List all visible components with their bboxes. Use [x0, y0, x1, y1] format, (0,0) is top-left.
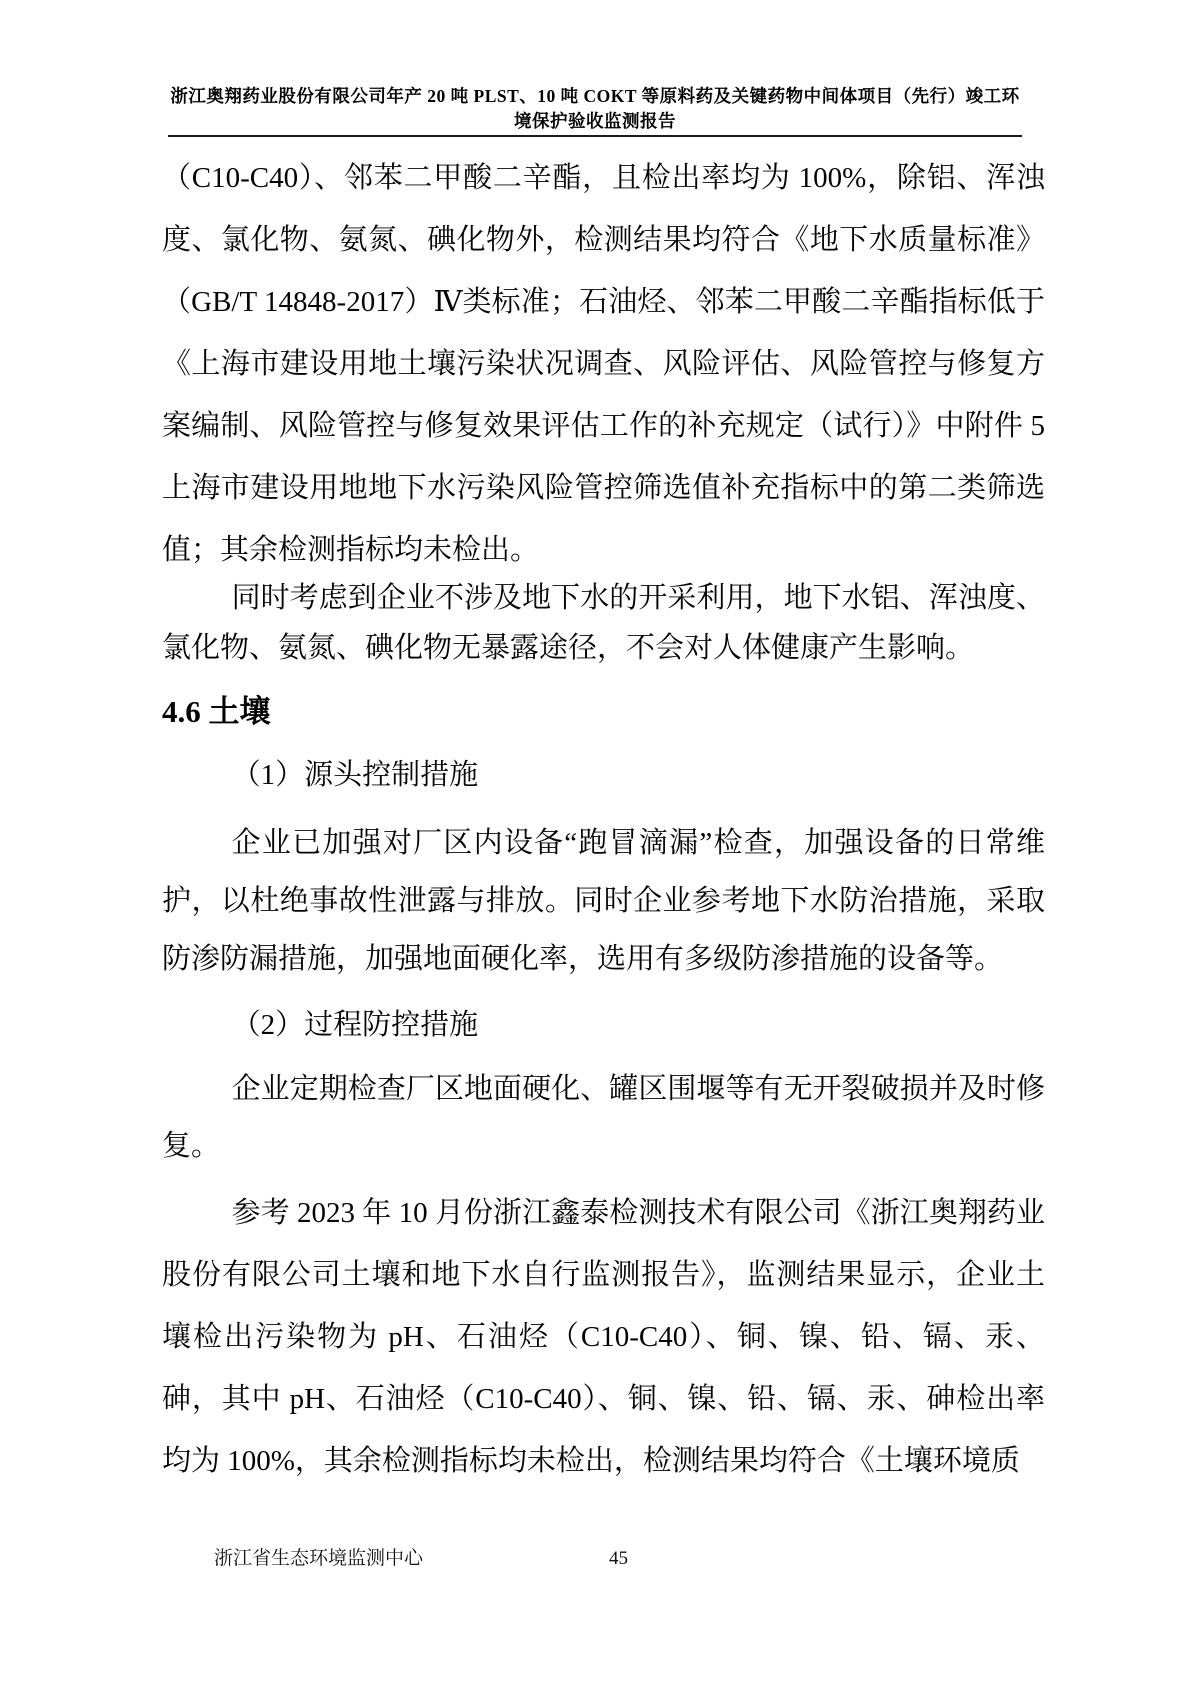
page-header [168, 84, 1022, 137]
paragraph: 企业已加强对厂区内设备“跑冒滴漏”检查，加强设备的日常维护，以杜绝事故性泄露与排放。同时企业参考地下水防治措施，采取防渗防漏措施，加强地面硬化率，选用有多级防渗措施的设备等。 [162, 827, 1045, 975]
paragraph: （C10-C40）、邻苯二甲酸二辛酯，且检出率均为 100%，除铝、浑浊度、氯化物、氨氮、碘化物外，检测结果均符合《地下水质量标准》（GB/T 14848-2017）Ⅳ类标准；石油烃、邻苯二甲酸二辛酯指标低于《上海市建设用地土壤污染状况调查、风险评估、风险管控与修复方案编制、风险管控与修复效果评估工作的补充规定（试行）》中附件 5 上海市建设用地地下水污染风险管控筛选值补充指标中的第二类筛选值；其余检测指标均未检出。 [162, 162, 1045, 566]
page-number: 45 [609, 1548, 628, 1569]
header-title-line-1: 浙江奥翔药业股份有限公司年产 20 吨 PLST、10 吨 COKT 等原料药及关键药物中间体项目（先行）竣工环 [170, 86, 1020, 106]
paragraph: 参考 2023 年 10 月份浙江鑫泰检测技术有限公司《浙江奥翔药业股份有限公司土壤和地下水自行监测报告》，监测结果显示，企业土壤检出污染物为 pH、石油烃（C10-C40）、铜、镍、铅、镉、汞、砷，其中 pH、石油烃（C10-C40）、铜、镍、铅、镉、汞、砷检出率均为 100%，其余检测指标均未检出，检测结果均符合《土壤环境质 [162, 1197, 1045, 1477]
paragraph: 企业定期检查厂区地面硬化、罐区围堰等有无开裂破损并及时修复。 [162, 1073, 1045, 1162]
paragraph: 同时考虑到企业不涉及地下水的开采利用，地下水铝、浑浊度、氯化物、氨氮、碘化物无暴露途径，不会对人体健康产生影响。 [162, 582, 1045, 664]
document-body [162, 147, 1045, 1492]
footer-organization: 浙江省生态环境监测中心 [214, 1548, 424, 1569]
paragraph: （1）源头控制措施 [231, 759, 479, 791]
header-title-line-2: 境保护验收监测报告 [514, 111, 676, 131]
paragraph: （2）过程防控措施 [231, 1009, 479, 1041]
section-heading: 4.6 土壤 [162, 694, 271, 729]
